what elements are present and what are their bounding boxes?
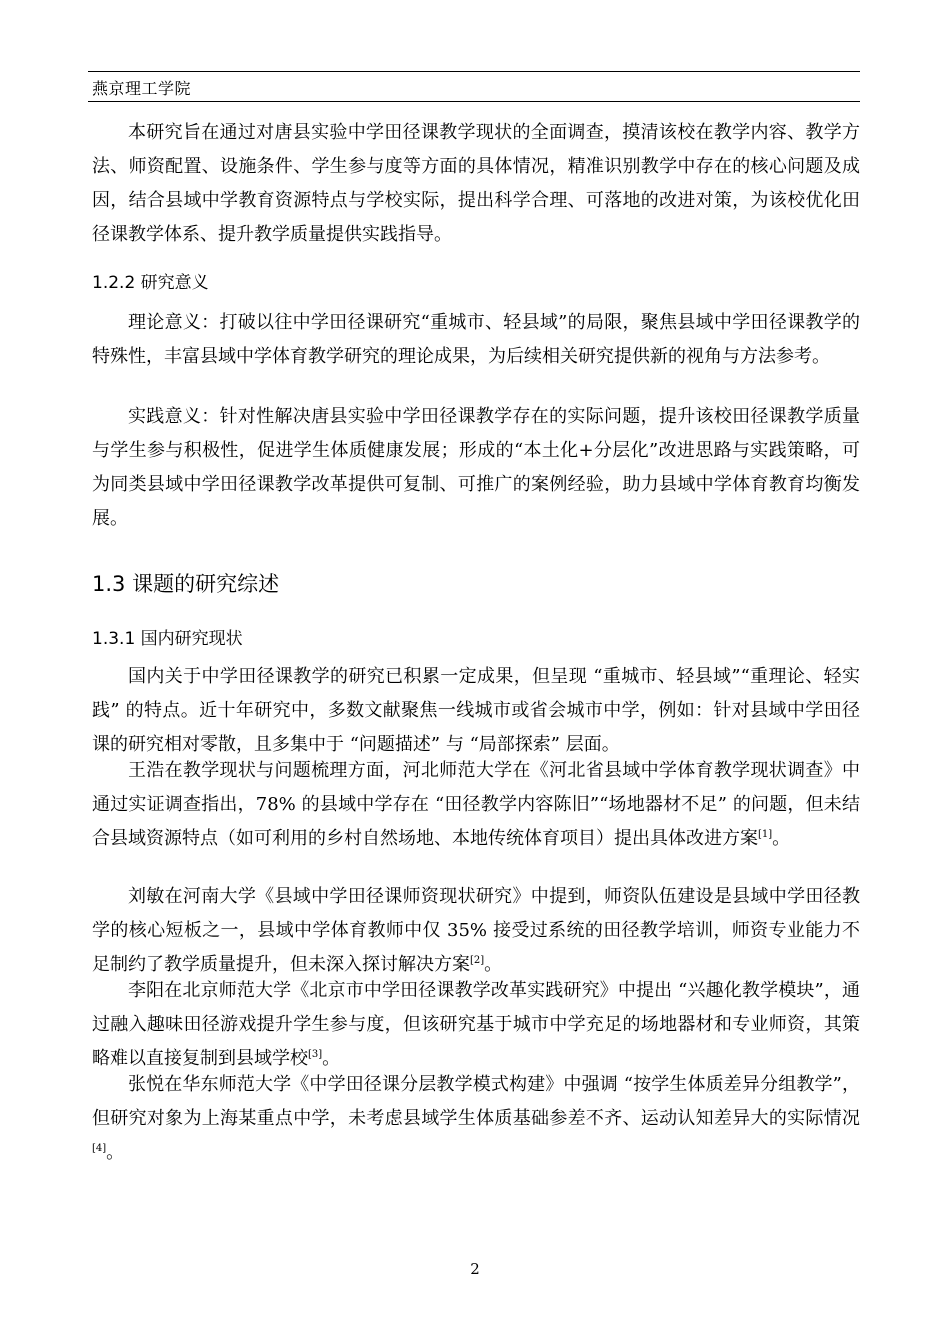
paragraph-liu [92,880,860,982]
citation-2: [2] [470,955,485,966]
citation-2-tail: 。 [484,954,503,975]
paragraph-li-text: 李阳在北京师范大学《北京市中学田径课教学改革实践研究》中提出 “兴趣化教学模块”，通过融入趣味田径游戏提升学生参与度，但该研究基于城市中学充足的场地器材和专业师资，其策略难以直接复制到县域学校 [92,980,860,1069]
paragraph-intro: 本研究旨在通过对唐县实验中学田径课教学现状的全面调查，摸清该校在教学内容、教学方法、师资配置、设施条件、学生参与度等方面的具体情况，精准识别教学中存在的核心问题及成因，结合县域中学教育资源特点与学校实际，提出科学合理、可落地的改进对策，为该校优化田径课教学体系、提升教学质量提供实践指导。 [92,122,860,245]
citation-1-tail: 。 [772,828,791,849]
heading-1-3: 1.3 课题的研究综述 [92,572,280,596]
header-bottom-rule [88,101,860,102]
citation-4: [4] [92,1143,107,1154]
paragraph-wang [92,754,860,856]
paragraph-theory-significance: 理论意义：打破以往中学田径课研究“重城市、轻县域”的局限，聚焦县域中学田径课教学的特殊性，丰富县域中学体育教学研究的理论成果，为后续相关研究提供新的视角与方法参考。 [92,312,860,367]
paragraph-zhang [92,1068,860,1170]
page-number: 2 [470,1260,480,1278]
heading-1-3-1: 1.3.1 国内研究现状 [92,629,243,649]
paragraph-zhang-text: 张悦在华东师范大学《中学田径课分层教学模式构建》中强调 “按学生体质差异分组教学”，但研究对象为上海某重点中学，未考虑县域学生体质基础参差不齐、运动认知差异大的实际情况 [92,1074,860,1129]
citation-3: [3] [308,1049,323,1060]
paragraph-domestic-overview: 国内关于中学田径课教学的研究已积累一定成果，但呈现 “重城市、轻县域”“重理论、轻实践” 的特点。近十年研究中，多数文献聚焦一线城市或省会城市中学，例如：针对县域中学田径课的研究相对零散，且多集中于 “问题描述” 与 “局部探索” 层面。 [92,666,860,755]
header-top-rule [88,71,860,72]
citation-1: [1] [758,829,773,840]
paragraph-practice-significance: 实践意义：针对性解决唐县实验中学田径课教学存在的实际问题，提升该校田径课教学质量与学生参与积极性，促进学生体质健康发展；形成的“本土化+分层化”改进思路与实践策略，可为同类县域中学田径课教学改革提供可复制、可推广的案例经验，助力县域中学体育教育均衡发展。 [92,406,860,529]
heading-1-2-2: 1.2.2 研究意义 [92,273,209,293]
citation-3-tail: 。 [322,1048,341,1069]
paragraph-li [92,974,860,1076]
paragraph-wang-text: 王浩在教学现状与问题梳理方面，河北师范大学在《河北省县域中学体育教学现状调查》中通过实证调查指出，78% 的县域中学存在 “田径教学内容陈旧”“场地器材不足” 的问题，但未结合县域资源特点（如可利用的乡村自然场地、本地传统体育项目）提出具体改进方案 [92,760,860,849]
citation-4-tail: 。 [106,1142,125,1163]
header-institution: 燕京理工学院 [92,79,192,98]
paragraph-liu-text: 刘敏在河南大学《县域中学田径课师资现状研究》中提到，师资队伍建设是县域中学田径教学的核心短板之一，县域中学体育教师中仅 35% 接受过系统的田径教学培训，师资专业能力不足制约了教学质量提升，但未深入探讨解决方案 [92,886,860,975]
